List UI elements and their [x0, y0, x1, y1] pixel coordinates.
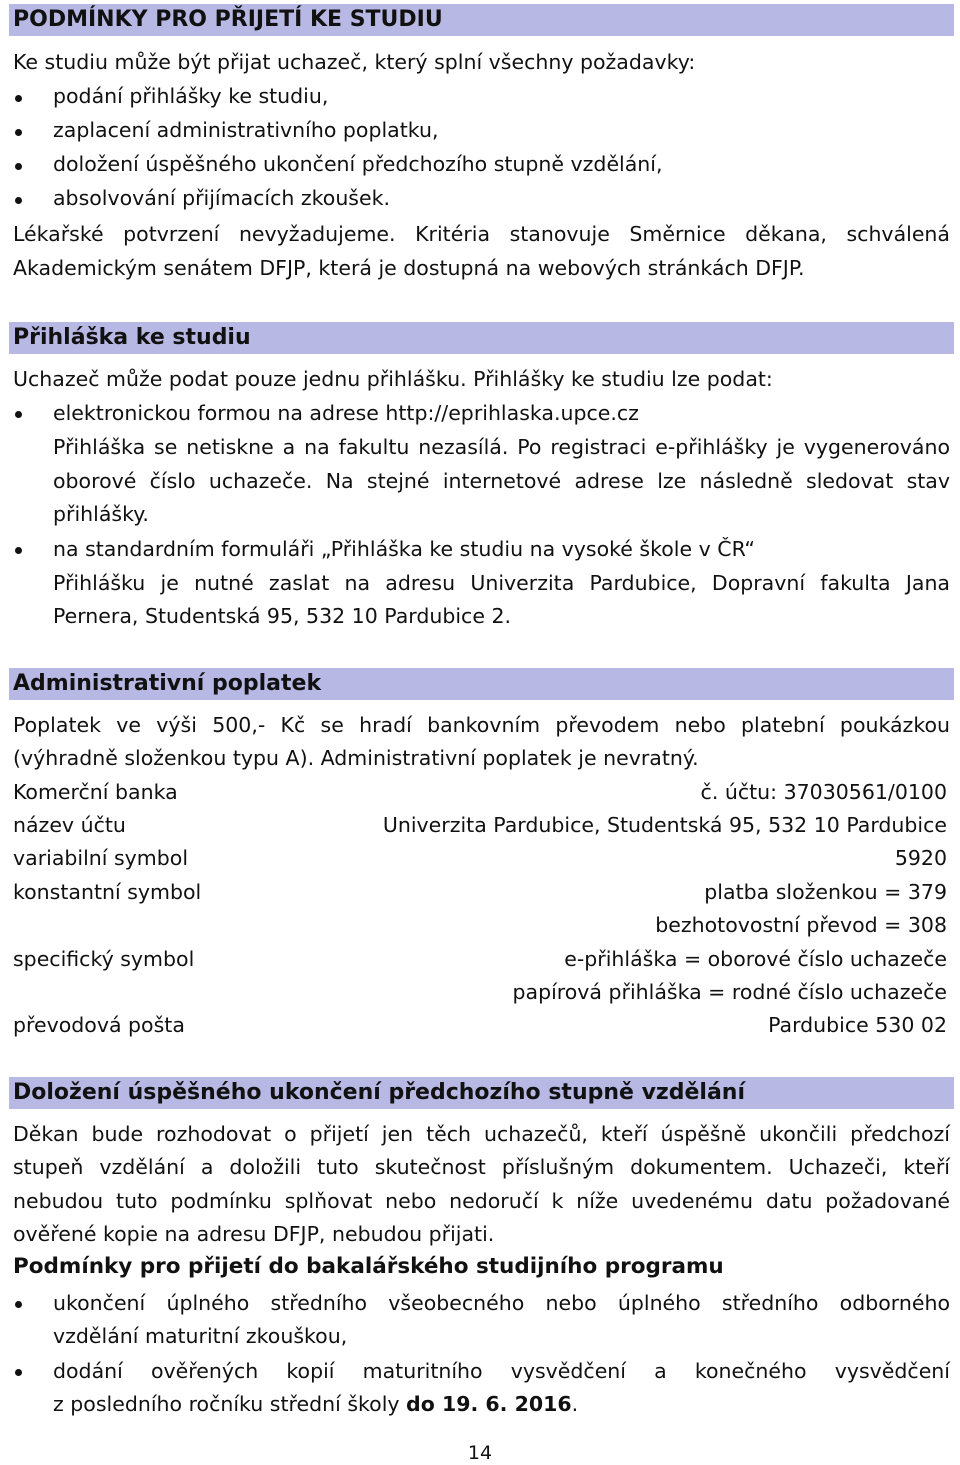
admission-intro: Ke studiu může být přijat uchazeč, který splní všechny požadavky:	[13, 50, 696, 74]
bullet-icon	[15, 411, 22, 418]
payment-value: 5920	[894, 846, 947, 870]
deadline-date: do 19. 6. 2016	[406, 1392, 572, 1416]
payment-label: Komerční banka	[13, 780, 178, 804]
list-item: na standardním formuláři „Přihláška ke studiu na vysoké škole v ČR“	[53, 537, 755, 561]
list-item: ukončení úplného středního všeobecného nebo úplného středního odborného	[53, 1291, 950, 1315]
list-item: doložení úspěšného ukončení předchozího stupně vzdělání,	[53, 152, 663, 176]
list-item: dodání ověřených kopií maturitního vysvědčení a konečného vysvědčení	[53, 1359, 950, 1383]
payment-value: e-přihláška = oborové číslo uchazeče	[564, 947, 947, 971]
section-heading-admission: PODMÍNKY PRO PŘIJETÍ KE STUDIU	[9, 4, 954, 36]
bullet-icon	[15, 1301, 22, 1308]
paragraph-line: Akademickým senátem DFJP, která je dostupná na webových stránkách DFJP.	[13, 256, 805, 280]
list-item: zaplacení administrativního poplatku,	[53, 118, 439, 142]
application-intro: Uchazeč může podat pouze jednu přihlášku. Přihlášky ke studiu lze podat:	[13, 367, 773, 391]
bullet-icon	[15, 1369, 22, 1376]
payment-value: Pardubice 530 02	[768, 1013, 947, 1037]
deadline-period: .	[571, 1392, 579, 1416]
payment-label: specifický symbol	[13, 947, 195, 971]
paragraph-line: nebudou tuto podmínku splňovat nebo nedoručí k níže uvedenému datu požadované	[13, 1189, 950, 1213]
paragraph-line: Lékařské potvrzení nevyžadujeme. Kritéria stanovuje Směrnice děkana, schválená	[13, 222, 950, 246]
bullet-icon	[15, 547, 22, 554]
page-number: 14	[467, 1442, 493, 1464]
payment-value: platba složenkou = 379	[704, 880, 947, 904]
bullet-icon	[15, 197, 22, 204]
bullet-icon	[15, 163, 22, 170]
paragraph-line: Děkan bude rozhodovat o přijetí jen těch uchazečů, kteří úspěšně ukončili předchozí	[13, 1122, 950, 1146]
section-heading-prior-education: Doložení úspěšného ukončení předchozího stupně vzdělání	[9, 1077, 954, 1109]
paragraph-line: stupeň vzdělání a doložili tuto skutečnost příslušným dokumentem. Uchazeči, kteří	[13, 1155, 950, 1179]
payment-value: č. účtu: 37030561/0100	[700, 780, 947, 804]
paragraph-line: Přihlášku je nutné zaslat na adresu Univerzita Pardubice, Dopravní fakulta Jana	[53, 571, 950, 595]
paragraph-line: přihlášky.	[53, 502, 149, 526]
payment-label: název účtu	[13, 813, 126, 837]
paragraph-line: Poplatek ve výši 500,- Kč se hradí bankovním převodem nebo platební poukázkou	[13, 713, 950, 737]
list-item: absolvování přijímacích zkoušek.	[53, 186, 390, 210]
list-item: elektronickou formou na adrese http://eprihlaska.upce.cz	[53, 401, 639, 425]
paragraph-line: vzdělání maturitní zkouškou,	[53, 1324, 348, 1348]
paragraph-line	[53, 1389, 950, 1419]
bullet-icon	[15, 129, 22, 136]
payment-value: bezhotovostní převod = 308	[655, 913, 947, 937]
payment-label: konstantní symbol	[13, 880, 202, 904]
paragraph-line: (výhradně složenkou typu A). Administrativní poplatek je nevratný.	[13, 746, 699, 770]
payment-value: papírová přihláška = rodné číslo uchazeče	[512, 980, 947, 1004]
list-item: podání přihlášky ke studiu,	[53, 84, 329, 108]
paragraph-line: Pernera, Studentská 95, 532 10 Pardubice 2.	[53, 604, 512, 628]
deadline-text: z posledního ročníku střední školy	[53, 1392, 407, 1416]
payment-label: variabilní symbol	[13, 846, 189, 870]
bullet-icon	[15, 95, 22, 102]
payment-value: Univerzita Pardubice, Studentská 95, 532 10 Pardubice	[382, 813, 947, 837]
paragraph-line: oborové číslo uchazeče. Na stejné internetové adrese lze následně sledovat stav	[53, 469, 950, 493]
section-heading-application: Přihláška ke studiu	[9, 322, 954, 354]
paragraph-line: Přihláška se netiskne a na fakultu nezasílá. Po registraci e-přihlášky je vygenerováno	[53, 435, 950, 459]
section-heading-fee: Administrativní poplatek	[9, 668, 954, 700]
paragraph-line: ověřené kopie na adresu DFJP, nebudou přijati.	[13, 1222, 495, 1246]
payment-label: převodová pošta	[13, 1013, 185, 1037]
subheading-bachelor: Podmínky pro přijetí do bakalářského studijního programu	[13, 1254, 724, 1279]
